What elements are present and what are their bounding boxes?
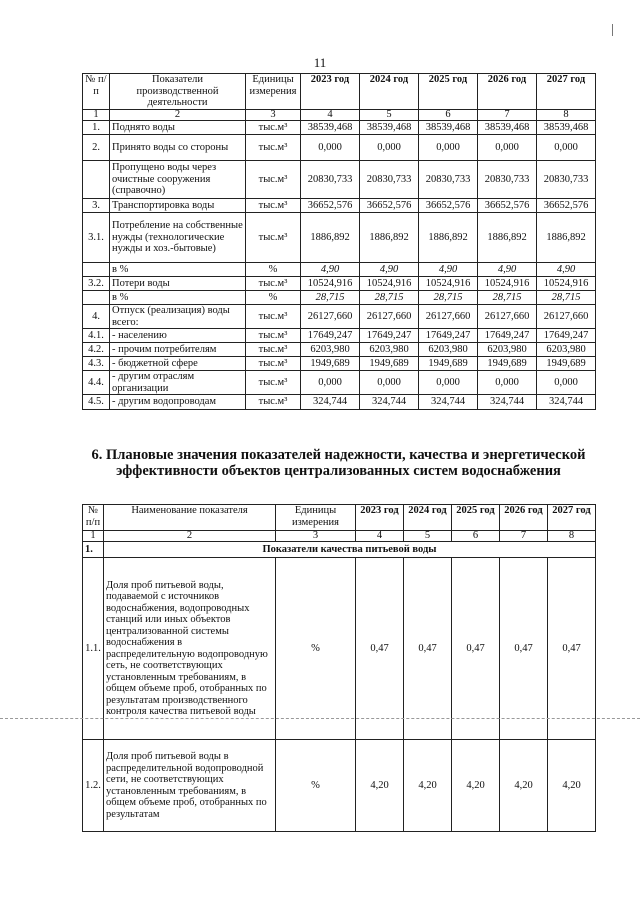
value-cell: 17649,247 [301, 329, 360, 343]
value-cell: 26127,660 [478, 305, 537, 329]
row-number: 2. [83, 135, 110, 161]
value-cell: 6203,980 [360, 343, 419, 357]
value-cell: 20830,733 [419, 161, 478, 199]
column-number-cell: 6 [452, 531, 500, 542]
value-cell: 1886,892 [419, 213, 478, 263]
value-cell: 324,744 [478, 395, 537, 410]
value-cell: 38539,468 [301, 121, 360, 135]
value-cell: 0,47 [548, 558, 596, 740]
header-cell: Единицы измерения [246, 74, 301, 110]
table-row [83, 357, 596, 371]
value-cell: 36652,576 [537, 199, 596, 213]
value-cell: 0,000 [301, 371, 360, 395]
value-cell: 1949,689 [478, 357, 537, 371]
table-row [83, 371, 596, 395]
value-cell: 0,000 [419, 371, 478, 395]
unit-cell: тыс.м³ [246, 121, 301, 135]
scan-fold-line [0, 718, 640, 719]
unit-cell: тыс.м³ [246, 395, 301, 410]
unit-cell: тыс.м³ [246, 371, 301, 395]
value-cell: 28,715 [301, 291, 360, 305]
header-cell: 2025 год [419, 74, 478, 110]
indicator-name: Потери воды [110, 277, 246, 291]
value-cell: 17649,247 [478, 329, 537, 343]
header-cell: 2025 год [452, 505, 500, 531]
header-cell: 2026 год [478, 74, 537, 110]
column-number-cell: 8 [548, 531, 596, 542]
value-cell: 0,47 [404, 558, 452, 740]
section-number: 1. [83, 542, 104, 558]
unit-cell: тыс.м³ [246, 161, 301, 199]
column-number-cell: 5 [404, 531, 452, 542]
value-cell: 0,000 [478, 135, 537, 161]
value-cell: 28,715 [419, 291, 478, 305]
value-cell: 1886,892 [301, 213, 360, 263]
value-cell: 4,90 [478, 263, 537, 277]
value-cell: 36652,576 [360, 199, 419, 213]
value-cell: 1886,892 [360, 213, 419, 263]
row-number: 1.2. [83, 740, 104, 832]
unit-cell: тыс.м³ [246, 357, 301, 371]
unit-cell: тыс.м³ [246, 213, 301, 263]
table-row [83, 329, 596, 343]
indicator-name: - населению [110, 329, 246, 343]
value-cell: 324,744 [360, 395, 419, 410]
value-cell: 0,47 [500, 558, 548, 740]
unit-cell: тыс.м³ [246, 135, 301, 161]
header-cell: 2023 год [301, 74, 360, 110]
unit-cell: % [246, 263, 301, 277]
reliability-quality-table [82, 504, 596, 832]
indicator-name: Поднято воды [110, 121, 246, 135]
indicator-name: в % [110, 263, 246, 277]
indicator-name: в % [110, 291, 246, 305]
value-cell: 0,000 [301, 135, 360, 161]
value-cell: 20830,733 [478, 161, 537, 199]
row-number: 3.1. [83, 213, 110, 263]
value-cell: 36652,576 [301, 199, 360, 213]
row-number [83, 263, 110, 277]
table-row [83, 135, 596, 161]
unit-cell: тыс.м³ [246, 305, 301, 329]
section-row [83, 542, 596, 558]
header-cell: № п/п [83, 505, 104, 531]
value-cell: 10524,916 [478, 277, 537, 291]
header-cell: Единицы измерения [276, 505, 356, 531]
value-cell: 20830,733 [360, 161, 419, 199]
row-number: 4.2. [83, 343, 110, 357]
section-title: 6. Плановые значения показателей надежности, качества и энергетической эффективности объектов централизованных систем водоснабжения [91, 447, 586, 479]
header-cell: 2024 год [360, 74, 419, 110]
table-row [83, 305, 596, 329]
unit-cell: % [246, 291, 301, 305]
value-cell: 4,20 [500, 740, 548, 832]
value-cell: 38539,468 [478, 121, 537, 135]
header-row [83, 505, 596, 531]
value-cell: 324,744 [301, 395, 360, 410]
row-number [83, 291, 110, 305]
row-number: 1.1. [83, 558, 104, 740]
value-cell: 28,715 [537, 291, 596, 305]
value-cell: 1949,689 [419, 357, 478, 371]
table-row [83, 395, 596, 410]
column-number-row [83, 110, 596, 121]
value-cell: 0,000 [360, 135, 419, 161]
value-cell: 26127,660 [360, 305, 419, 329]
column-number-cell: 3 [246, 110, 301, 121]
value-cell: 4,20 [356, 740, 404, 832]
value-cell: 1949,689 [537, 357, 596, 371]
indicator-name: Пропущено воды через очистные сооружения (справочно) [110, 161, 246, 199]
value-cell: 6203,980 [478, 343, 537, 357]
value-cell: 17649,247 [419, 329, 478, 343]
column-number-row [83, 531, 596, 542]
column-number-cell: 7 [478, 110, 537, 121]
table-row [83, 343, 596, 357]
value-cell: 1886,892 [537, 213, 596, 263]
row-number: 4.4. [83, 371, 110, 395]
header-cell: Показатели производственной деятельности [110, 74, 246, 110]
value-cell: 38539,468 [537, 121, 596, 135]
value-cell: 0,000 [360, 371, 419, 395]
value-cell: 0,000 [478, 371, 537, 395]
row-number: 3. [83, 199, 110, 213]
table-row [83, 161, 596, 199]
column-number-cell: 1 [83, 110, 110, 121]
value-cell: 1949,689 [360, 357, 419, 371]
header-row [83, 74, 596, 110]
value-cell: 4,20 [548, 740, 596, 832]
row-number [83, 161, 110, 199]
value-cell: 0,000 [419, 135, 478, 161]
value-cell: 26127,660 [419, 305, 478, 329]
value-cell: 0,47 [452, 558, 500, 740]
table-row [83, 213, 596, 263]
indicator-name: - другим отраслям организации [110, 371, 246, 395]
value-cell: 10524,916 [301, 277, 360, 291]
indicator-name: Доля проб питьевой воды, подаваемой с источников водоснабжения, водопроводных станций или иных объектов централизованной системы водоснабжения в распределительную водопроводную сеть, не соответствующих установленным требованиям, в общем объеме проб, отобранных по результатам производственного контроля качества питьевой воды [104, 558, 276, 740]
value-cell: 4,20 [452, 740, 500, 832]
value-cell: 0,000 [537, 135, 596, 161]
column-number-cell: 2 [104, 531, 276, 542]
value-cell: 20830,733 [537, 161, 596, 199]
indicator-name: Доля проб питьевой воды в распределительной водопроводной сети, не соответствующих установленным требованиям, в общем объеме проб, отобранных по результатам [104, 740, 276, 832]
value-cell: 38539,468 [360, 121, 419, 135]
column-number-cell: 5 [360, 110, 419, 121]
value-cell: 10524,916 [537, 277, 596, 291]
column-number-cell: 7 [500, 531, 548, 542]
value-cell: 10524,916 [360, 277, 419, 291]
header-cell: 2027 год [548, 505, 596, 531]
unit-cell: тыс.м³ [246, 329, 301, 343]
header-cell: 2027 год [537, 74, 596, 110]
header-cell: Наименование показателя [104, 505, 276, 531]
indicator-name: Отпуск (реализация) воды всего: [110, 305, 246, 329]
column-number-cell: 4 [301, 110, 360, 121]
table-row [83, 558, 596, 740]
value-cell: 324,744 [419, 395, 478, 410]
value-cell: 4,90 [419, 263, 478, 277]
value-cell: 4,90 [360, 263, 419, 277]
value-cell: 324,744 [537, 395, 596, 410]
value-cell: 36652,576 [478, 199, 537, 213]
section-label: Показатели качества питьевой воды [104, 542, 596, 558]
value-cell: 4,20 [404, 740, 452, 832]
column-number-cell: 6 [419, 110, 478, 121]
value-cell: 28,715 [478, 291, 537, 305]
page-number: 11 [313, 55, 327, 70]
header-cell: 2024 год [404, 505, 452, 531]
row-number: 4. [83, 305, 110, 329]
unit-cell: тыс.м³ [246, 199, 301, 213]
unit-cell: тыс.м³ [246, 343, 301, 357]
unit-cell: тыс.м³ [246, 277, 301, 291]
header-cell: № п/п [83, 74, 110, 110]
indicator-name: Потребление на собственные нужды (технологические нужды и хоз.-бытовые) [110, 213, 246, 263]
value-cell: 0,47 [356, 558, 404, 740]
value-cell: 26127,660 [537, 305, 596, 329]
value-cell: 17649,247 [537, 329, 596, 343]
table-row [83, 277, 596, 291]
indicator-name: Транспортировка воды [110, 199, 246, 213]
value-cell: 0,000 [537, 371, 596, 395]
row-number: 1. [83, 121, 110, 135]
column-number-cell: 4 [356, 531, 404, 542]
value-cell: 6203,980 [537, 343, 596, 357]
column-number-cell: 8 [537, 110, 596, 121]
table-row [83, 263, 596, 277]
row-number: 3.2. [83, 277, 110, 291]
value-cell: 4,90 [537, 263, 596, 277]
row-number: 4.3. [83, 357, 110, 371]
indicator-name: Принято воды со стороны [110, 135, 246, 161]
value-cell: 17649,247 [360, 329, 419, 343]
unit-cell: % [276, 558, 356, 740]
value-cell: 6203,980 [301, 343, 360, 357]
value-cell: 1949,689 [301, 357, 360, 371]
indicator-name: - другим водопроводам [110, 395, 246, 410]
header-cell: 2023 год [356, 505, 404, 531]
value-cell: 36652,576 [419, 199, 478, 213]
table-row [83, 291, 596, 305]
table-row [83, 121, 596, 135]
value-cell: 26127,660 [301, 305, 360, 329]
unit-cell: % [276, 740, 356, 832]
column-number-cell: 1 [83, 531, 104, 542]
value-cell: 20830,733 [301, 161, 360, 199]
row-number: 4.1. [83, 329, 110, 343]
indicator-name: - прочим потребителям [110, 343, 246, 357]
value-cell: 28,715 [360, 291, 419, 305]
production-indicators-table [82, 73, 596, 410]
table-row [83, 199, 596, 213]
header-cell: 2026 год [500, 505, 548, 531]
scan-edge-mark [612, 24, 613, 36]
value-cell: 38539,468 [419, 121, 478, 135]
value-cell: 6203,980 [419, 343, 478, 357]
column-number-cell: 2 [110, 110, 246, 121]
value-cell: 10524,916 [419, 277, 478, 291]
row-number: 4.5. [83, 395, 110, 410]
value-cell: 1886,892 [478, 213, 537, 263]
indicator-name: - бюджетной сфере [110, 357, 246, 371]
column-number-cell: 3 [276, 531, 356, 542]
table-row [83, 740, 596, 832]
value-cell: 4,90 [301, 263, 360, 277]
